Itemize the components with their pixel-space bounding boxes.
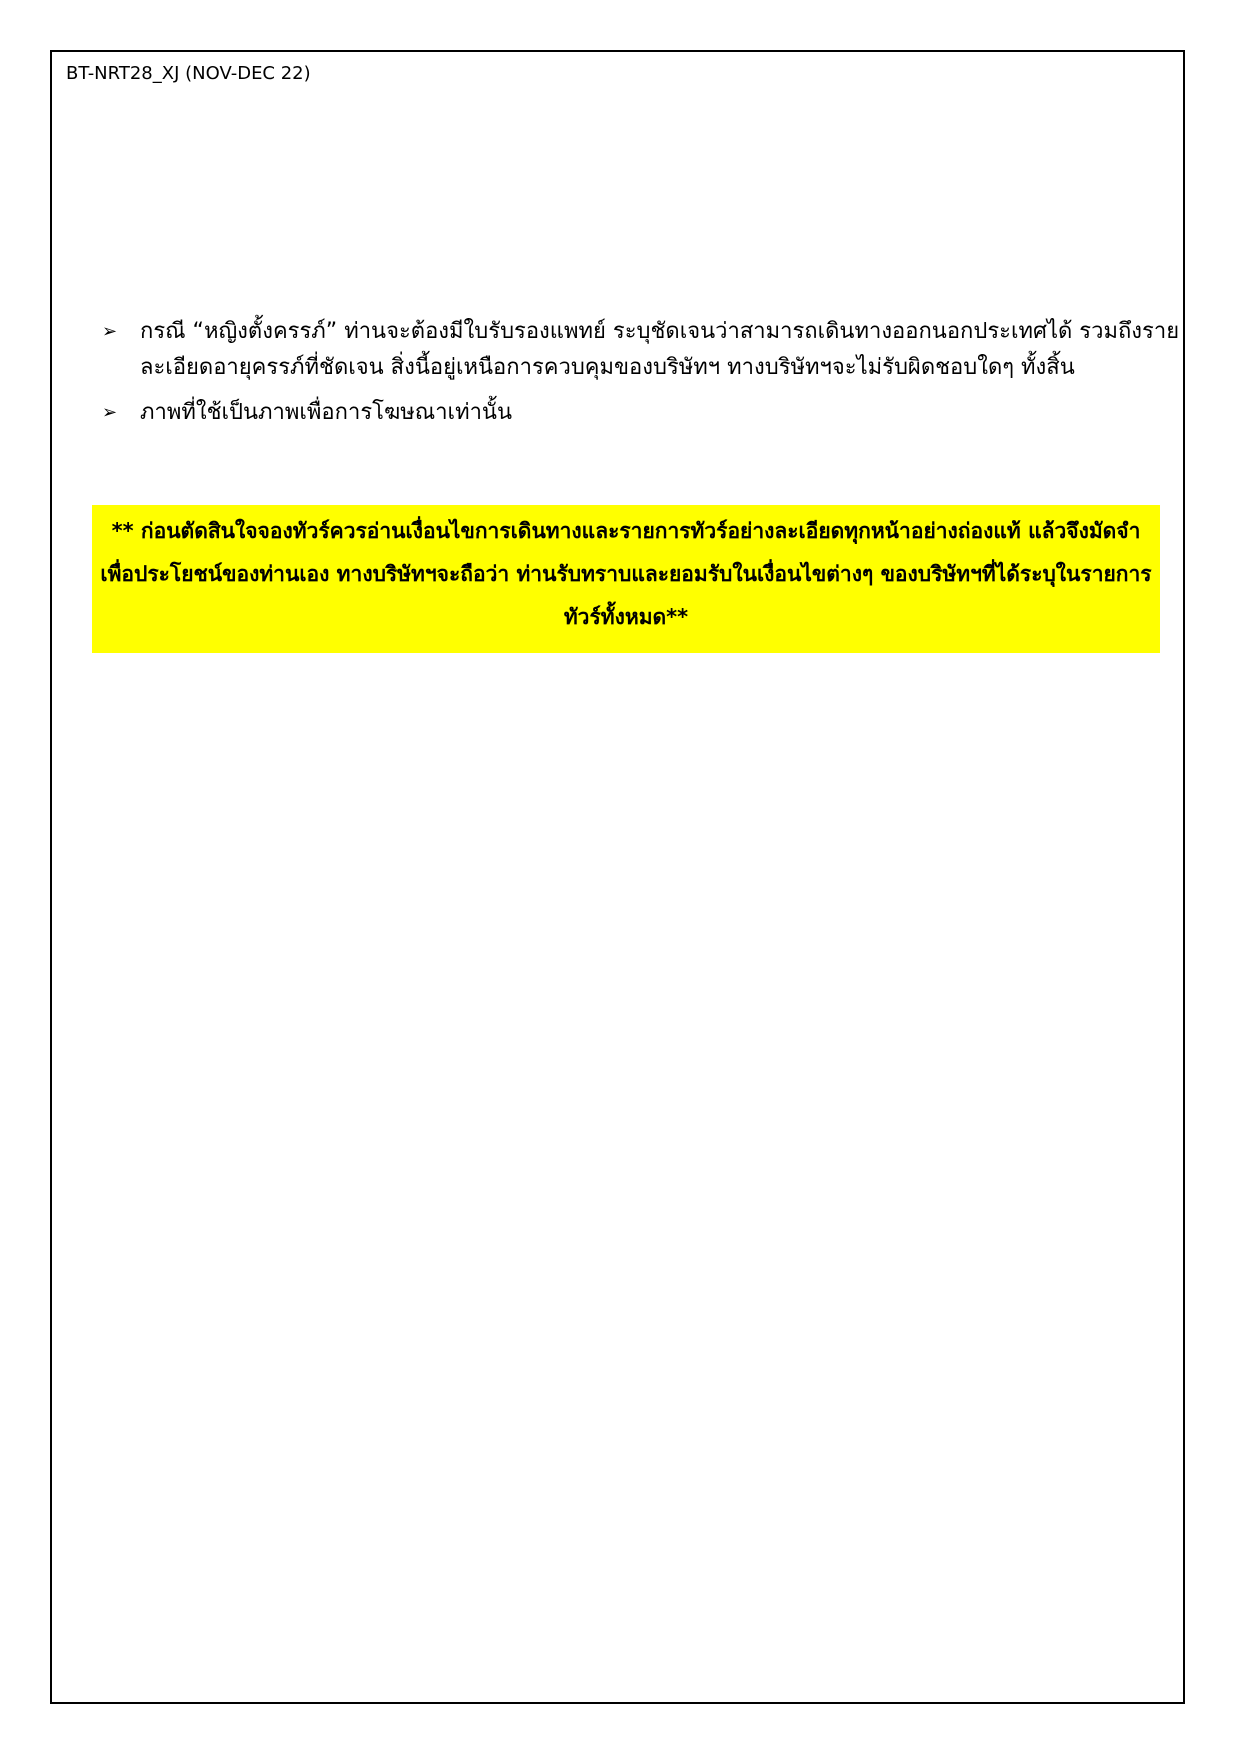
list-item: [102, 314, 1182, 386]
pregnancy-condition-text: กรณี “หญิงตั้งครรภ์” ท่านจะต้องมีใบรับรองแพทย์ ระบุชัดเจนว่าสามารถเดินทางออกนอกประเทศได้ รวมถึงรายละเอียดอายุครรภ์ที่ชัดเจน สิ่งนี้อยู่เหนือการควบคุมของบริษัทฯ ทางบริษัทฯจะไม่รับผิดชอบใดๆ ทั้งสิ้น: [140, 319, 1180, 380]
document-code: BT-NRT28_XJ (NOV-DEC 22): [66, 63, 311, 84]
list-item: [102, 395, 1182, 431]
booking-notice-text: ** ก่อนตัดสินใจจองทัวร์ควรอ่านเงื่อนไขการเดินทางและรายการทัวร์อย่างละเอียดทุกหน้าอย่างถ่องแท้ แล้วจึงมัดจำเพื่อประโยชน์ของท่านเอง ทางบริษัทฯจะถือว่า ท่านรับทราบและยอมรับในเงื่อนไขต่างๆ ของบริษัทฯที่ได้ระบุในรายการทัวร์ทั้งหมด**: [100, 519, 1152, 629]
conditions-list: [102, 314, 1182, 440]
image-disclaimer-text: ภาพที่ใช้เป็นภาพเพื่อการโฆษณาเท่านั้น: [140, 400, 513, 425]
page-border: [50, 50, 1185, 1704]
arrowhead-bullet-icon: ➢: [102, 321, 118, 342]
booking-notice-box: [92, 505, 1160, 653]
arrowhead-bullet-icon: ➢: [102, 402, 118, 423]
